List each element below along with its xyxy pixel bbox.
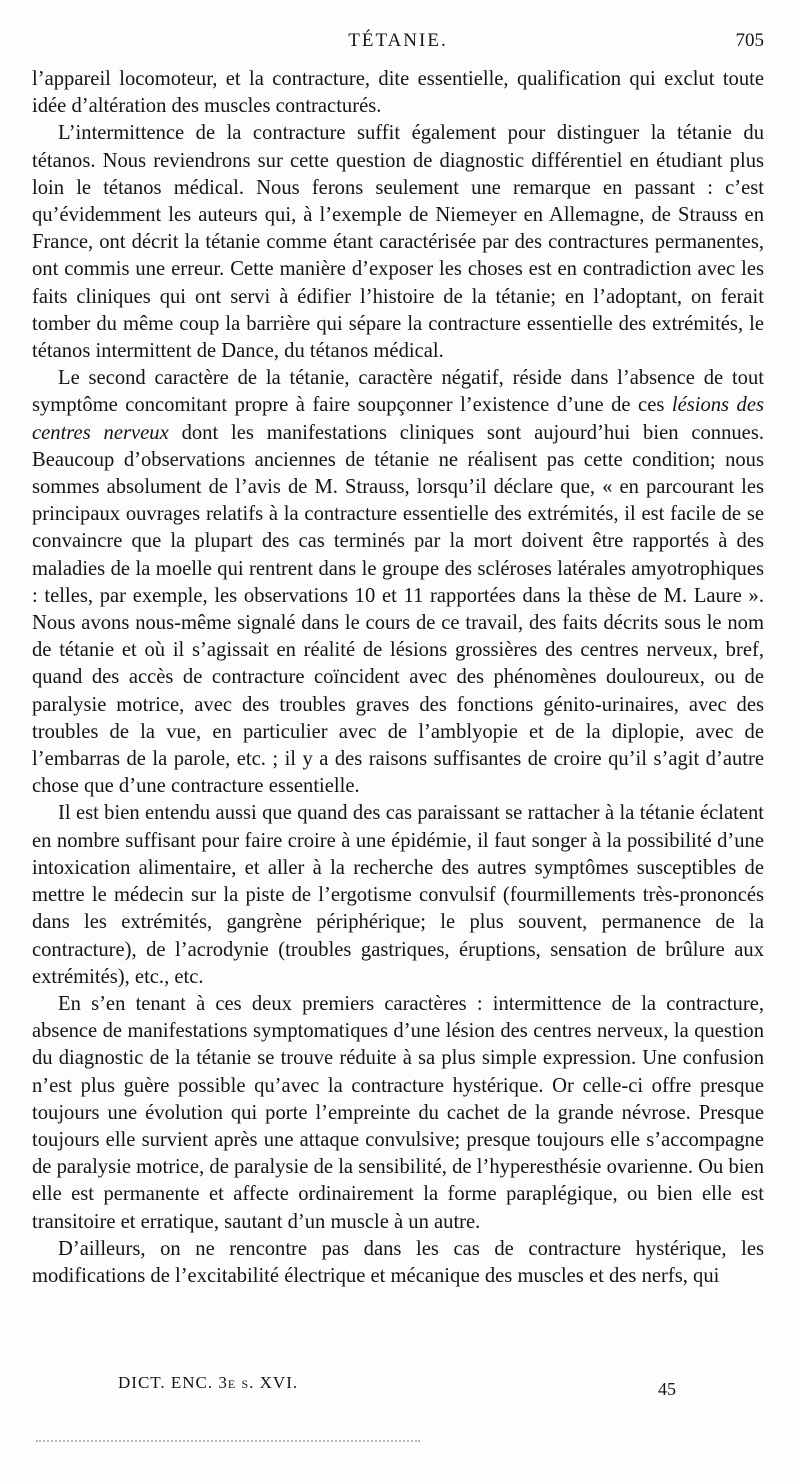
paragraph-text-segment: dont les manifestations cliniques sont aujourd’hui bien connues. Beaucoup d’observations anciennes de tétanie ne réalisent pas cette condition; nous sommes absolument de l’avis de M. Strauss, lorsqu’il déclare que, « en parcourant les principaux ouvrages relatifs à la contracture essentielle des extrémités, il est facile de se convaincre que la plupart des cas terminés par la mort doivent être rapportés à des maladies de la moelle qui rentrent dans le groupe des scléroses latérales amyotrophiques : telles, par exemple, les observations 10 et 11 rapportées dans la thèse de M. Laure ». Nous avons nous-même signalé dans le cours de ce travail, des faits décrits sous le nom de tétanie et où il s’agissait en réalité de lésions grossières des centres nerveux, bref, quand des accès de contracture coïncident avec des phénomènes douloureux, ou de paralysie motrice, avec des troubles graves des fonctions génito-urinaires, avec des troubles de la vue, en particulier avec de l’amblyopie et de la diplopie, avec de l’embarras de la parole, etc. ; il y a des raisons suffisantes de croire qu’il s’agit d’autre chose que d’une contracture essentielle. bbox=[32, 421, 764, 798]
printer-signature: DICT. ENC. 3e s. XVI. bbox=[118, 1373, 299, 1392]
running-title: TÉTANIE. bbox=[348, 30, 448, 51]
paragraph-epidemie: Il est bien entendu aussi que quand des cas paraissant se rattacher à la tétanie éclatent en nombre suffisant pour faire croire à une épidémie, il faut songer à la possibilité d’une intoxication alimentaire, et aller à la recherche des autres symptômes susceptibles de mettre le médecin sur la piste de l’ergotisme convulsif (fourmillements très-prononcés dans les extrémités, gangrène périphérique; le plus souvent, permanence de la contracture), de l’acrodynie (troubles gastriques, éruptions, sensation de brûlure aux extrémités), etc., etc. bbox=[32, 802, 764, 988]
paragraph-second-caractere bbox=[32, 365, 764, 800]
paragraph-contracture-hysterique: En s’en tenant à ces deux premiers caractères : intermittence de la contracture, absence de manifestations symptomatiques d’une lésion des centres nerveux, la question du diagnostic de la tétanie se trouve réduite à sa plus simple expression. Une confusion n’est plus guère possible qu’avec la contracture hystérique. Or celle-ci offre presque toujours une évolution qui porte l’empreinte du cachet de la grande névrose. Presque toujours elle survient après une attaque convulsive; presque toujours elle s’accompagne de paralysie motrice, de paralysie de la sensibilité, de l’hyperesthésie ovarienne. Ou bien elle est permanente et affecte ordinairement la forme paraplégique, ou bien elle est transitoire et erratique, sautant d’un muscle à un autre. bbox=[32, 992, 764, 1233]
page-footer bbox=[32, 1373, 764, 1403]
page-header bbox=[32, 30, 764, 58]
signature-number: 45 bbox=[658, 1379, 676, 1399]
paragraph-intermittence: L’intermittence de la contracture suffit également pour distinguer la tétanie du tétanos. Nous reviendrons sur cette question de diagnostic différentiel en étudiant plus loin le tétanos médical. Nous ferons seulement une remarque en passant : c’est qu’évidemment les auteurs qui, à l’exemple de Niemeyer en Allemagne, de Strauss en France, ont décrit la tétanie comme étant caractérisée par des contractures permanentes, ont commis une erreur. Cette manière d’exposer les choses est en contradiction avec les faits cliniques qui ont servi à édifier l’histoire de la tétanie; en l’adoptant, on ferait tomber du même coup la barrière qui sépare la contracture essentielle des extrémités, le tétanos intermittent de Dance, du tétanos médical. bbox=[32, 122, 764, 363]
italic-phrase: lésions des centres nerveux bbox=[32, 394, 765, 444]
show-through-bleed bbox=[36, 1440, 420, 1442]
paragraph-excitabilite: D’ailleurs, on ne rencontre pas dans les cas de contracture hystérique, les modifications de l’excitabilité électrique et mécanique des muscles et des nerfs, qui bbox=[32, 1237, 764, 1287]
paragraph-text-segment: Le second caractère de la tétanie, caractère négatif, réside dans l’absence de tout symptôme concomitant propre à faire soupçonner l’existence d’une de ces bbox=[32, 367, 764, 417]
paragraph-continuation: l’appareil locomoteur, et la contracture, dite essentielle, qualification qui exclut toute idée d’altération des muscles contracturés. bbox=[32, 68, 764, 118]
body-text bbox=[32, 66, 764, 1290]
page-number: 705 bbox=[735, 30, 764, 51]
